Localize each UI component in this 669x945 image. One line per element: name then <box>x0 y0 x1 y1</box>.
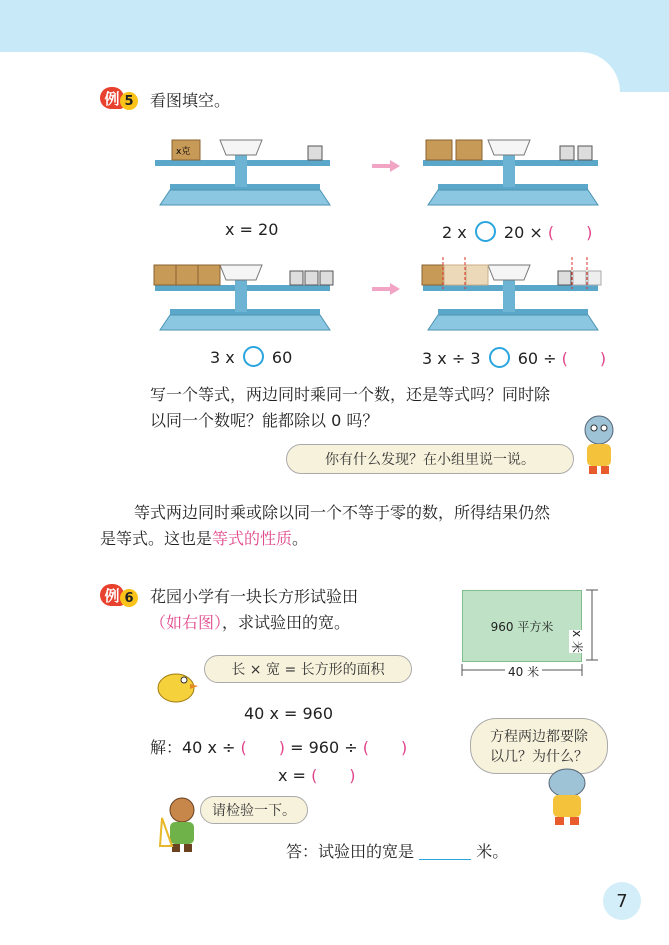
blank-paren[interactable]: ( ) <box>240 738 286 757</box>
balance-scale-2 <box>418 130 608 215</box>
width-label: 40 米 <box>505 663 542 680</box>
equation-3 <box>210 346 292 367</box>
property-paragraph <box>100 500 630 552</box>
blank-circle[interactable] <box>489 347 510 368</box>
equation-2 <box>442 220 592 243</box>
question-paragraph <box>150 382 630 434</box>
property-line-2-suffix: 。 <box>292 529 309 548</box>
equation-4-right: 60 ÷ <box>517 349 557 368</box>
weight-icon <box>558 271 571 285</box>
equation-2-left: 2 x <box>442 223 467 242</box>
equation-1: x = 20 <box>225 220 279 239</box>
answer-suffix: 米。 <box>476 842 509 861</box>
weight-icon <box>578 146 592 160</box>
discussion-bubble: 你有什么发现？在小组里说一说。 <box>286 444 574 474</box>
blank-circle[interactable] <box>243 346 264 367</box>
equation-3-right: 60 <box>271 348 293 367</box>
formula-bubble: 长 × 宽 = 长方形的面积 <box>204 655 412 683</box>
weight-faded-icon <box>573 271 586 285</box>
weight-icon <box>320 271 333 285</box>
blank-paren[interactable]: ( ) <box>311 766 356 785</box>
answer-prefix: 答：试验田的宽是 <box>286 842 415 861</box>
solution-line <box>150 735 407 758</box>
answer-line <box>286 839 508 865</box>
example-label: 例 <box>100 87 124 109</box>
box-x-icon <box>426 140 452 160</box>
solution-mid: = 960 ÷ <box>290 738 358 757</box>
example-5-title: 看图填空。 <box>150 91 231 110</box>
example-6-text <box>150 584 358 636</box>
elephant-character-icon <box>535 765 599 827</box>
balance-scale-3 <box>150 255 340 340</box>
balance-scale-1 <box>150 130 340 215</box>
height-label: x 米 <box>570 630 584 653</box>
figure-reference: （如右图） <box>150 613 223 632</box>
weight-icon <box>308 146 322 160</box>
question-line-2: 以同一个数呢？能都除以 0 吗？ <box>150 411 379 430</box>
example-6-line-2 <box>150 610 358 636</box>
weight-icon <box>560 146 574 160</box>
box-x-icon <box>176 265 198 285</box>
box-x-icon <box>198 265 220 285</box>
arrow-right-icon <box>372 160 400 172</box>
check-bubble: 请检验一下。 <box>200 796 308 824</box>
example-5-badge <box>100 86 138 110</box>
answer-blank[interactable] <box>419 841 471 860</box>
question-bubble-line-1: 方程两边都要除 <box>490 729 588 745</box>
question-bubble-line-2: 以几？为什么？ <box>490 749 588 765</box>
balance-scale-4 <box>418 255 608 340</box>
equation-4-left: 3 x ÷ 3 <box>422 349 481 368</box>
property-term: 等式的性质 <box>212 529 293 548</box>
blank-paren[interactable]: ( ) <box>547 223 593 242</box>
property-line-2 <box>100 526 630 552</box>
example-6-line-2-suffix: ，求试验田的宽。 <box>222 613 351 632</box>
box-x-icon <box>154 265 176 285</box>
box-x-icon <box>422 265 444 285</box>
equation-40x: 40 x = 960 <box>244 704 334 723</box>
equation-4 <box>422 346 606 369</box>
example-6-badge <box>100 583 138 607</box>
example-6-line-1: 花园小学有一块长方形试验田 <box>150 587 359 606</box>
page-number: 7 <box>603 882 641 920</box>
example-number: 5 <box>120 92 138 110</box>
arrow-right-icon <box>372 283 400 295</box>
dog-character-icon <box>158 796 204 856</box>
rectangle-field: 960 平方米 <box>462 590 582 662</box>
weight-icon <box>305 271 318 285</box>
weight-faded-icon <box>588 271 601 285</box>
blank-paren[interactable]: ( ) <box>561 349 607 368</box>
equation-2-right: 20 × <box>503 223 543 242</box>
weight-icon <box>290 271 303 285</box>
equation-3-left: 3 x <box>210 348 235 367</box>
blank-circle[interactable] <box>475 221 496 242</box>
property-line-2-prefix: 是等式。这也是 <box>100 529 213 548</box>
box-x-faded-icon <box>444 265 466 285</box>
box-x-icon <box>456 140 482 160</box>
box-x-faded-icon <box>466 265 488 285</box>
blank-paren[interactable]: ( ) <box>362 738 408 757</box>
header-band-cut <box>0 52 620 112</box>
example-label: 例 <box>100 584 124 606</box>
solution-left: 解：40 x ÷ <box>150 738 236 757</box>
x-result-line <box>278 763 356 786</box>
x-equals: x = <box>278 766 306 785</box>
box-label: x克 <box>176 147 191 157</box>
example-number: 6 <box>120 589 138 607</box>
question-line-1: 写一个等式，两边同时乘同一个数，还是等式吗？同时除 <box>150 385 551 404</box>
cat-character-icon <box>577 414 625 476</box>
bird-character-icon <box>150 662 200 708</box>
property-line-1: 等式两边同时乘或除以同一个不等于零的数，所得结果仍然 <box>134 503 551 522</box>
